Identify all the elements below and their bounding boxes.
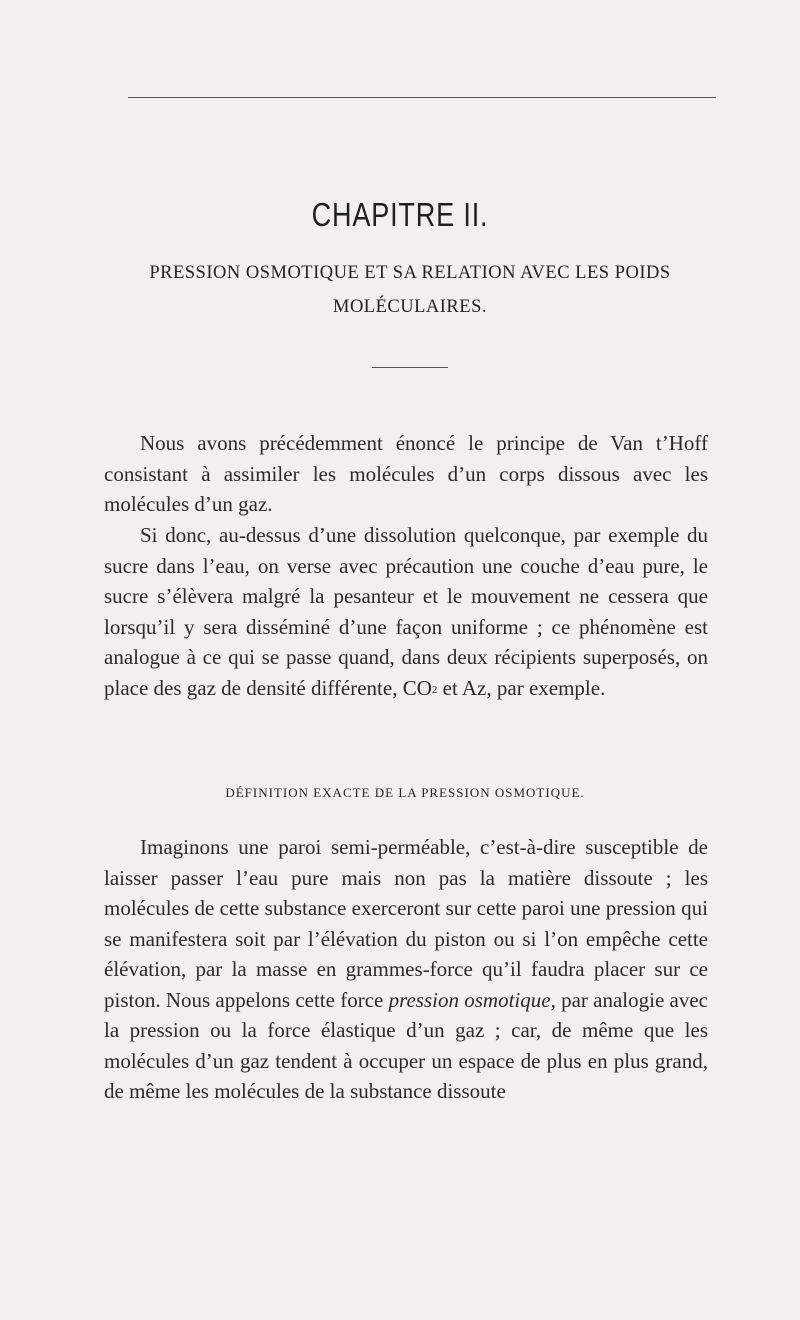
chapter-subtitle-line-1: PRESSION OSMOTIQUE ET SA RELATION AVEC LES POIDS bbox=[149, 263, 671, 283]
top-rule bbox=[128, 97, 716, 98]
paragraph-2-superscript: 2 bbox=[431, 683, 438, 696]
chapter-subtitle-line-2: MOLÉCULAIRES. bbox=[333, 297, 487, 317]
paragraph-1 bbox=[104, 428, 708, 520]
paragraph-3-text bbox=[104, 832, 708, 1107]
paragraph-3-end: par analogie avec la pression ou la force élastique d’un gaz ; car, de même que les molécules d’un gaz tendent à occuper un espace de plus en plus grand, de même les molécules de la substance dissoute bbox=[104, 987, 708, 1103]
chapter-title: CHAPITRE II. bbox=[311, 196, 489, 233]
section-heading: DÉFINITION EXACTE DE LA PRESSION OSMOTIQUE. bbox=[225, 785, 585, 800]
paragraph-1-text: Nous avons précédemment énoncé le principe de Van t’Hoff consistant à assimiler les molécules d’un corps dissous avec les molécules d’un gaz. bbox=[104, 431, 708, 516]
paragraph-3-emphasis: pression osmotique, bbox=[388, 987, 556, 1012]
paragraph-2 bbox=[104, 520, 708, 703]
paragraph-2-end: et Az, par exemple. bbox=[437, 675, 606, 700]
paragraph-3 bbox=[104, 832, 708, 1107]
paragraph-2-main: Si donc, au-dessus d’une dissolution quelconque, par exemple du sucre dans l’eau, on verse avec précaution une couche d’eau pure, le sucre s’élèvera malgré la pesanteur et le mouvement ne cessera que lorsqu’il y sera disséminé d’une façon uniforme ; ce phénomène est analogue à ce qui se passe quand, dans deux récipients superposés, on place des gaz de densité différente, CO bbox=[104, 523, 708, 700]
chapter-subtitle bbox=[110, 256, 710, 324]
section-divider bbox=[372, 367, 448, 368]
paragraph-2-text bbox=[104, 520, 708, 703]
paragraph-3-main: Imaginons une paroi semi-perméable, c’est-à-dire susceptible de laisser passer l’eau pure mais non pas la matière dissoute ; les molécules de cette substance exerceront sur cette paroi une pression qui se manifestera soit par l’élévation du piston ou si l’on empêche cette élévation, par la masse en grammes-force qu’il faudra placer sur ce piston. Nous appelons cette force bbox=[104, 835, 708, 1012]
